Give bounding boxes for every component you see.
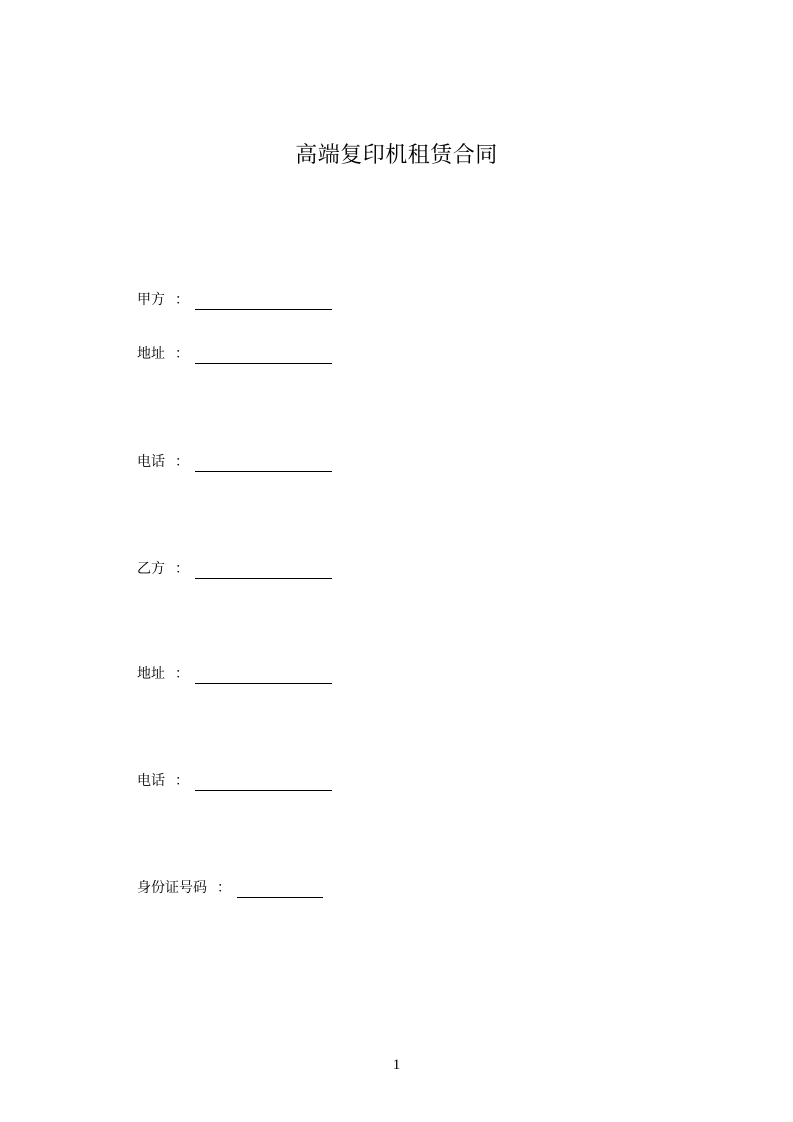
party-b-address-colon: ：: [175, 666, 189, 682]
id-number-colon: ：: [217, 880, 231, 896]
party-b-colon: ：: [175, 561, 189, 577]
party-a-address-colon: ：: [175, 346, 189, 362]
party-b-phone-colon: ：: [175, 773, 189, 789]
document-title: 高端复印机租赁合同: [295, 143, 498, 168]
id-number-blank[interactable]: [237, 882, 323, 898]
page-number: 1: [392, 1057, 401, 1073]
party-b-address-field: [137, 664, 332, 684]
party-b-phone-field: [137, 771, 332, 791]
id-number-label: 身份证号码: [137, 880, 207, 896]
party-a-blank[interactable]: [195, 294, 332, 310]
party-a-phone-field: [137, 452, 332, 472]
party-b-phone-blank[interactable]: [195, 775, 332, 791]
party-a-address-blank[interactable]: [195, 348, 332, 364]
party-a-label: 甲方: [137, 292, 165, 308]
party-b-field: [137, 559, 332, 579]
party-a-address-label: 地址: [137, 346, 165, 362]
party-b-label: 乙方: [137, 561, 165, 577]
party-a-phone-colon: ：: [175, 454, 189, 470]
party-b-address-label: 地址: [137, 666, 165, 682]
party-a-address-field: [137, 344, 332, 364]
party-b-phone-label: 电话: [137, 773, 165, 789]
party-b-address-blank[interactable]: [195, 668, 332, 684]
party-a-field: [137, 290, 332, 310]
party-a-colon: ：: [175, 292, 189, 308]
party-b-blank[interactable]: [195, 563, 332, 579]
party-a-phone-blank[interactable]: [195, 456, 332, 472]
party-a-phone-label: 电话: [137, 454, 165, 470]
id-number-field: [137, 878, 323, 898]
